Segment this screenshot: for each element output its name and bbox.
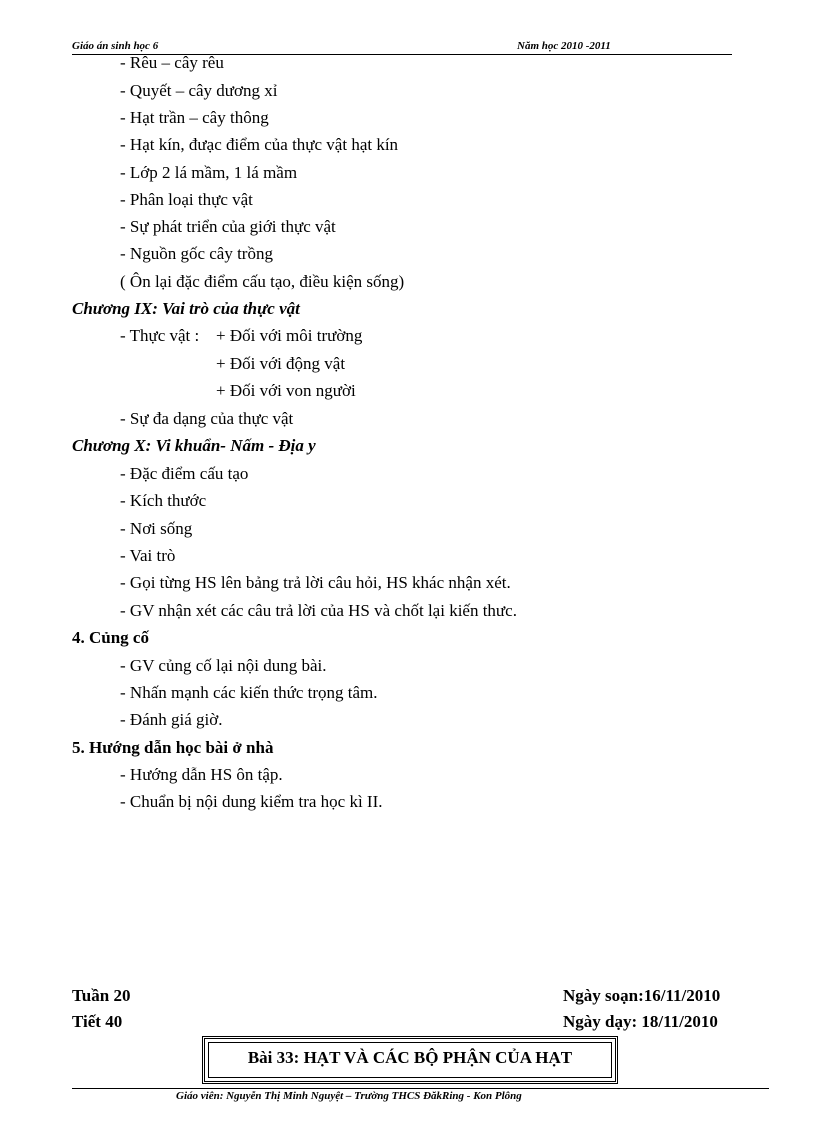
review-note: ( Ôn lại đặc điểm cấu tạo, điều kiện sống) [120, 272, 405, 291]
period-label: Tiết 40 [72, 1012, 123, 1031]
list-item: - Kích thước [120, 491, 207, 510]
list-item: - Gọi từng HS lên bảng trả lời câu hỏi, HS khác nhận xét. [120, 573, 511, 592]
footer-divider [72, 1088, 769, 1089]
list-item: - Lớp 2 lá mầm, 1 lá mầm [120, 163, 298, 182]
list-item: - Phân loại thực vật [120, 190, 253, 209]
list-item: - Đặc điểm cấu tạo [120, 464, 249, 483]
prep-date: Ngày soạn:16/11/2010 [563, 986, 721, 1005]
list-item: - GV củng cố lại nội dung bài. [120, 656, 327, 675]
teach-date: Ngày dạy: 18/11/2010 [563, 1012, 718, 1031]
plant-role: + Đối với von người [216, 381, 356, 400]
week-label: Tuần 20 [72, 986, 131, 1005]
list-item: - Vai trò [120, 546, 176, 565]
chapter-9-heading: Chương IX: Vai trò của thực vật [72, 299, 300, 318]
list-item: - Đánh giá giờ. [120, 710, 223, 729]
list-item: - Rêu – cây rêu [120, 53, 224, 72]
plant-label: - Thực vật : [120, 326, 200, 345]
section-5-heading: 5. Hướng dẫn học bài ở nhà [72, 738, 274, 757]
list-item: - Nguồn gốc cây trồng [120, 244, 273, 263]
list-item: - GV nhận xét các câu trả lời của HS và chốt lại kiến thưc. [120, 601, 517, 620]
list-item: - Nhấn mạnh các kiến thức trọng tâm. [120, 683, 378, 702]
list-item: - Quyết – cây dương xỉ [120, 81, 278, 100]
list-item: - Chuẩn bị nội dung kiểm tra học kì II. [120, 792, 383, 811]
lesson-title-box [202, 1036, 618, 1084]
list-item: - Hướng dẫn HS ôn tập. [120, 765, 283, 784]
page-footer: Giáo viên: Nguyễn Thị Minh Nguyệt – Trường THCS ĐăkRing - Kon Plông [176, 1090, 522, 1102]
header-subject: Giáo án sinh học 6 [72, 40, 159, 52]
list-item: - Sự phát triển của giới thực vật [120, 217, 336, 236]
section-4-heading: 4. Củng cố [72, 628, 149, 647]
header-school-year: Năm học 2010 -2011 [517, 40, 611, 52]
plant-role: + Đối với môi trường [216, 326, 363, 345]
list-item: - Hạt trần – cây thông [120, 108, 269, 127]
list-item: - Hạt kín, đưạc điểm của thực vật hạt kín [120, 135, 399, 154]
list-item: - Nơi sống [120, 519, 193, 538]
lesson-title: Bài 33: HẠT VÀ CÁC BỘ PHẬN CỦA HẠT [247, 1048, 573, 1067]
list-item: - Sự đa dạng của thực vật [120, 409, 294, 428]
plant-role: + Đối với động vật [216, 354, 346, 373]
chapter-10-heading: Chương X: Vi khuẩn- Nấm - Địa y [72, 436, 316, 455]
